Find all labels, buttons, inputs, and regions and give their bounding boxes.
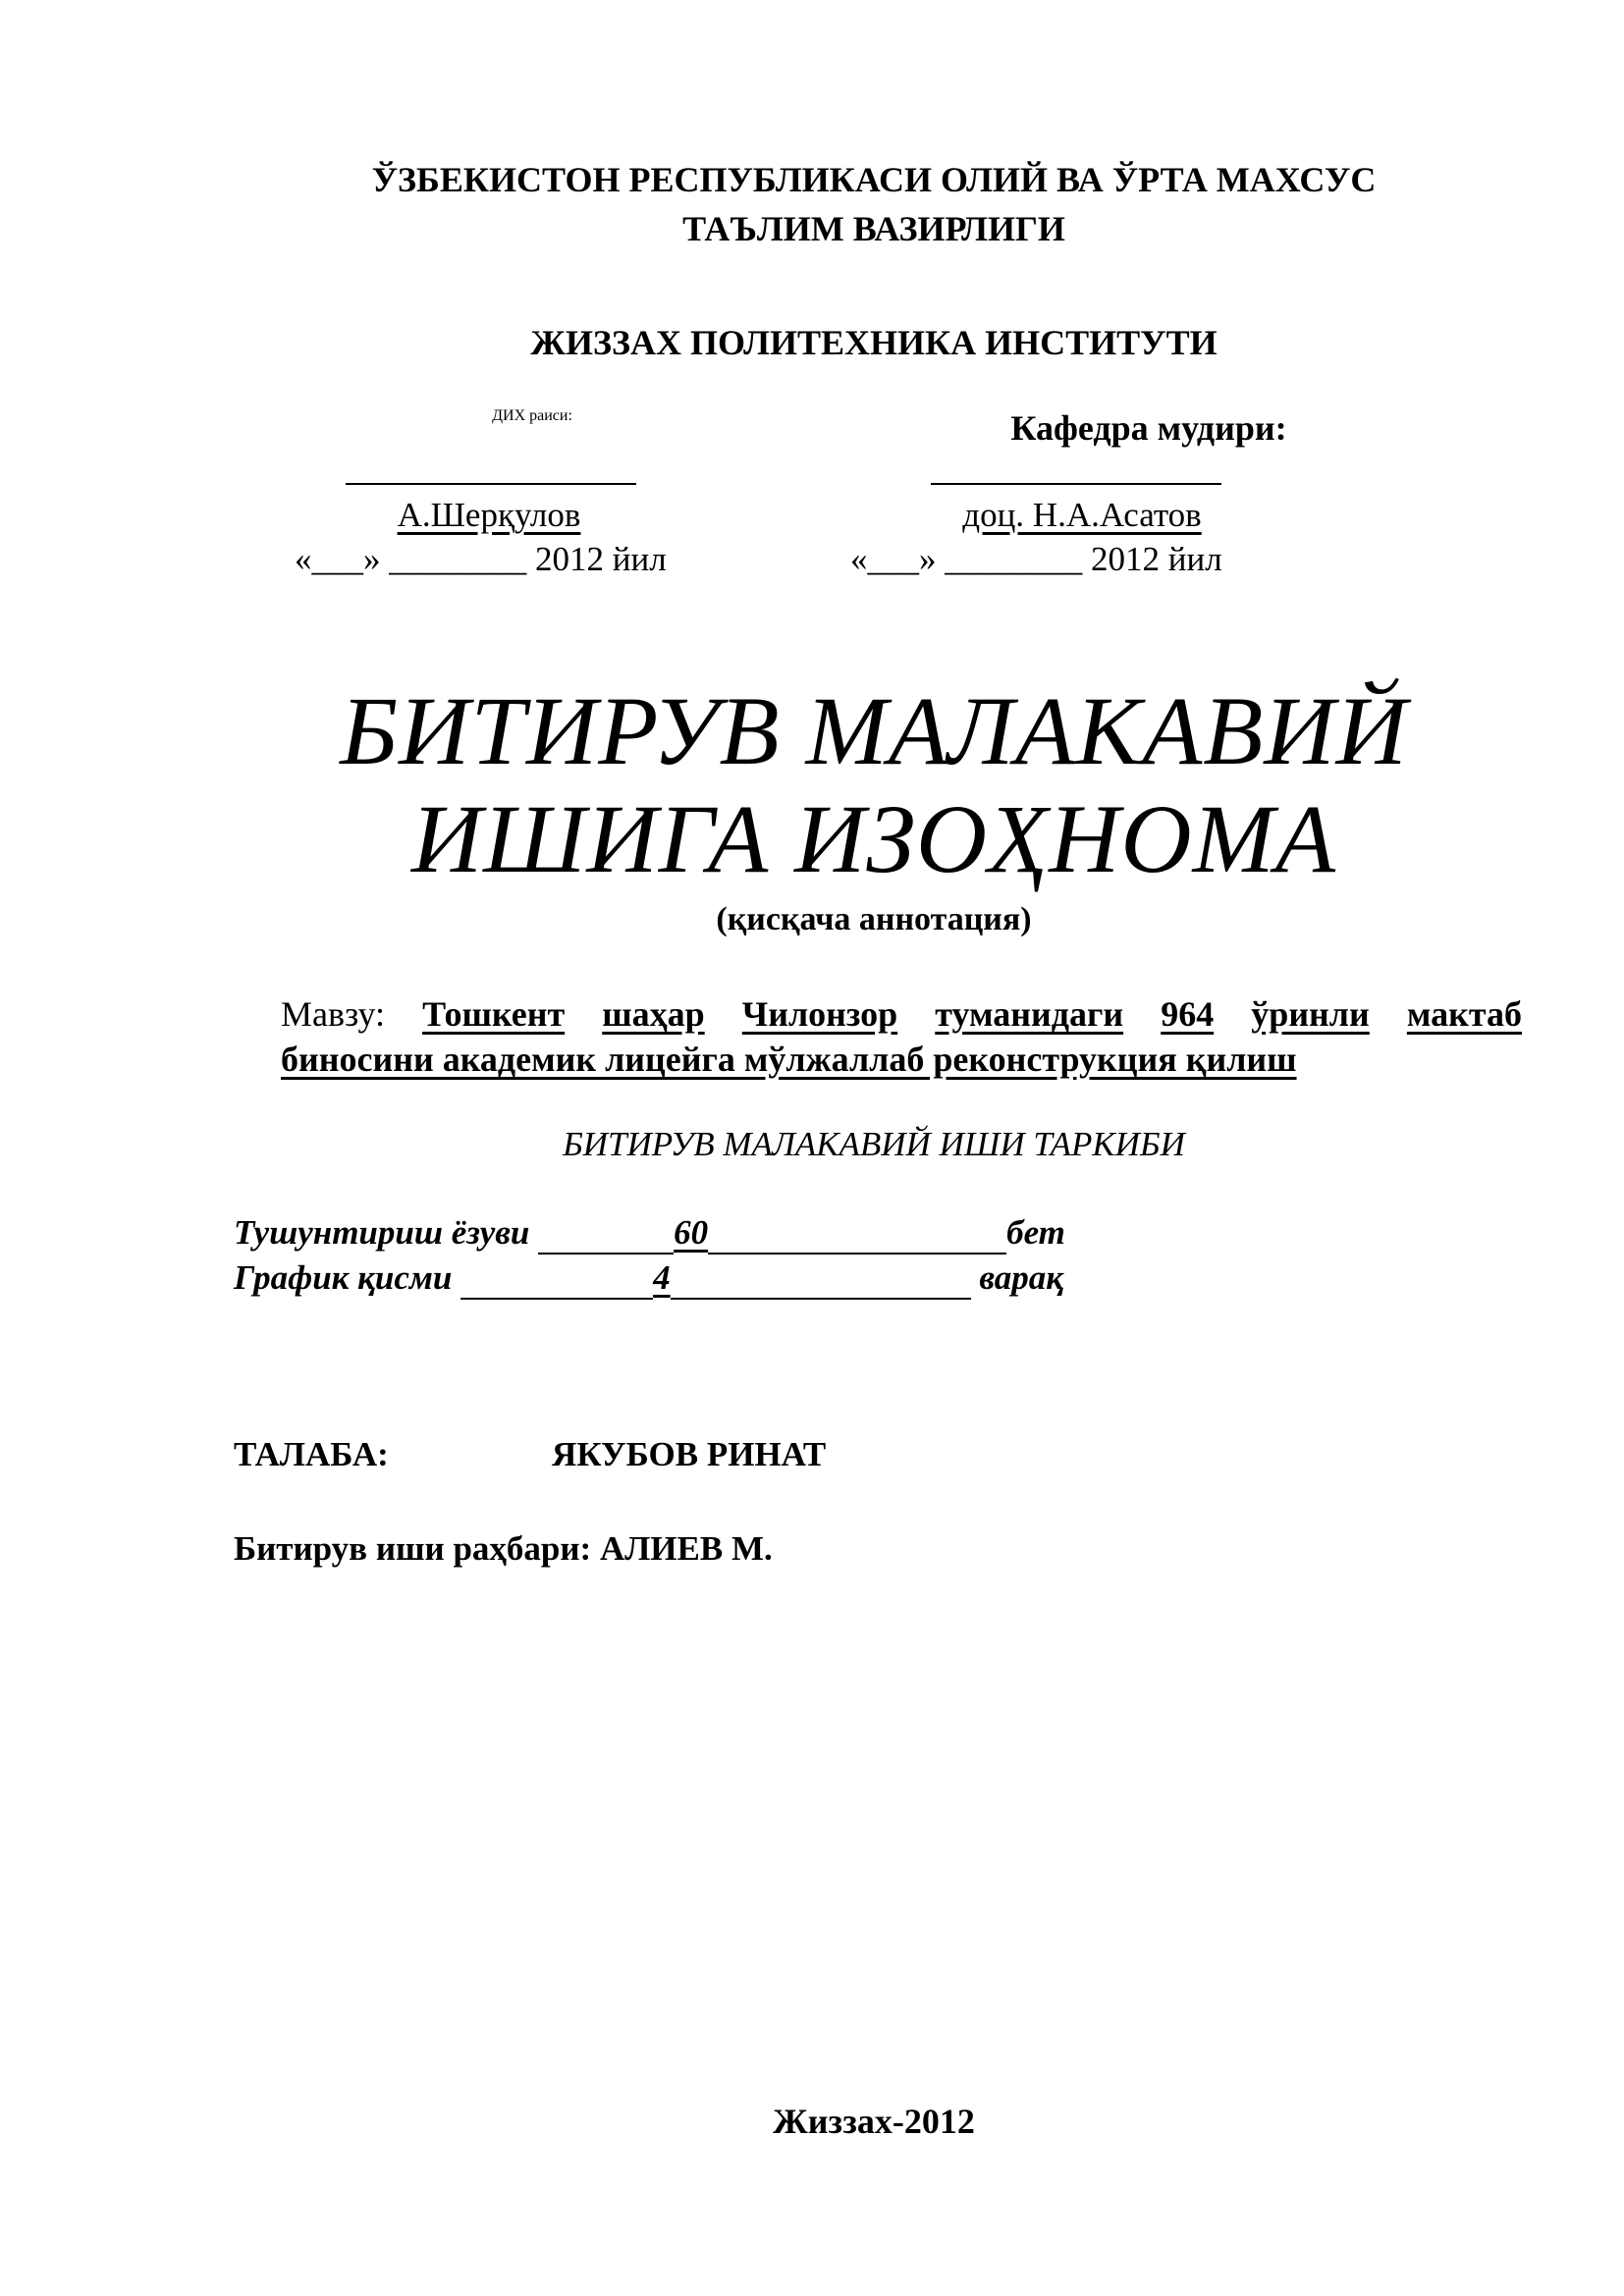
- student-label: ТАЛАБА:: [234, 1435, 389, 1473]
- graphic-part-value: 4: [653, 1258, 671, 1297]
- footer-place-year: Жиззах-2012: [773, 2102, 975, 2141]
- supervisor-row: [234, 1529, 773, 1569]
- ministry-header: [0, 155, 1624, 253]
- topic-word: ўринли: [1251, 994, 1370, 1034]
- topic-word: Чилонзор: [741, 994, 898, 1034]
- topic-word: шаҳар: [602, 994, 705, 1034]
- document-title-line-1: БИТИРУВ МАЛАКАВИЙ: [340, 676, 1408, 785]
- graphic-part-blank-right: [671, 1258, 971, 1300]
- approval-left-name: А.Шерқулов: [397, 496, 581, 534]
- document-title-line-2: ИШИГА ИЗОҲНОМА: [410, 784, 1337, 893]
- ministry-line-2: ТАЪЛИМ ВАЗИРЛИГИ: [682, 209, 1065, 248]
- approval-right-name: доц. Н.А.Асатов: [962, 496, 1202, 534]
- topic-label: Мавзу:: [281, 994, 385, 1034]
- approval-left-title: ДИХ раиси:: [492, 407, 572, 424]
- topic-word: мактаб: [1406, 994, 1522, 1034]
- topic-continuation: биносини академик лицейга мўлжаллаб реконструкция қилиш: [281, 1040, 1297, 1079]
- approval-left-date: «___» ________ 2012 йил: [295, 540, 667, 578]
- explanatory-note-blank-left: [538, 1213, 674, 1255]
- explanatory-note-row: [234, 1213, 1065, 1255]
- explanatory-note-unit: бет: [1006, 1213, 1065, 1252]
- explanatory-note-value: 60: [674, 1213, 709, 1252]
- student-name: ЯКУБОВ РИНАТ: [552, 1435, 827, 1473]
- approval-left-signature-line: [346, 483, 636, 485]
- topic-block: [281, 991, 1522, 1082]
- approval-right-date: «___» ________ 2012 йил: [850, 540, 1222, 578]
- topic-line-2: [281, 1037, 1522, 1082]
- graphic-part-row: [234, 1258, 1063, 1300]
- graphic-part-blank-left: [460, 1258, 653, 1300]
- approval-right-signature-line: [931, 483, 1221, 485]
- supervisor-name: АЛИЕВ М.: [599, 1529, 773, 1568]
- topic-word: Тошкент: [422, 994, 566, 1034]
- institute-name: ЖИЗЗАХ ПОЛИТЕХНИКА ИНСТИТУТИ: [530, 323, 1218, 362]
- ministry-line-1: ЎЗБЕКИСТОН РЕСПУБЛИКАСИ ОЛИЙ ВА ЎРТА МАХСУС: [371, 160, 1377, 199]
- explanatory-note-label: Тушунтириш ёзуви: [234, 1213, 530, 1252]
- explanatory-note-blank-right: [708, 1213, 1006, 1255]
- graphic-part-unit: варақ: [979, 1258, 1063, 1297]
- contents-heading: БИТИРУВ МАЛАКАВИЙ ИШИ ТАРКИБИ: [563, 1125, 1185, 1163]
- topic-line-1: [281, 991, 1522, 1037]
- supervisor-label: Битирув иши раҳбари:: [234, 1529, 592, 1568]
- graphic-part-label: График қисми: [234, 1258, 453, 1297]
- topic-word: туманидаги: [935, 994, 1124, 1034]
- topic-word: 964: [1161, 994, 1215, 1034]
- document-subtitle: (қисқача аннотация): [716, 901, 1032, 937]
- approval-right-title: Кафедра мудири:: [1010, 408, 1287, 448]
